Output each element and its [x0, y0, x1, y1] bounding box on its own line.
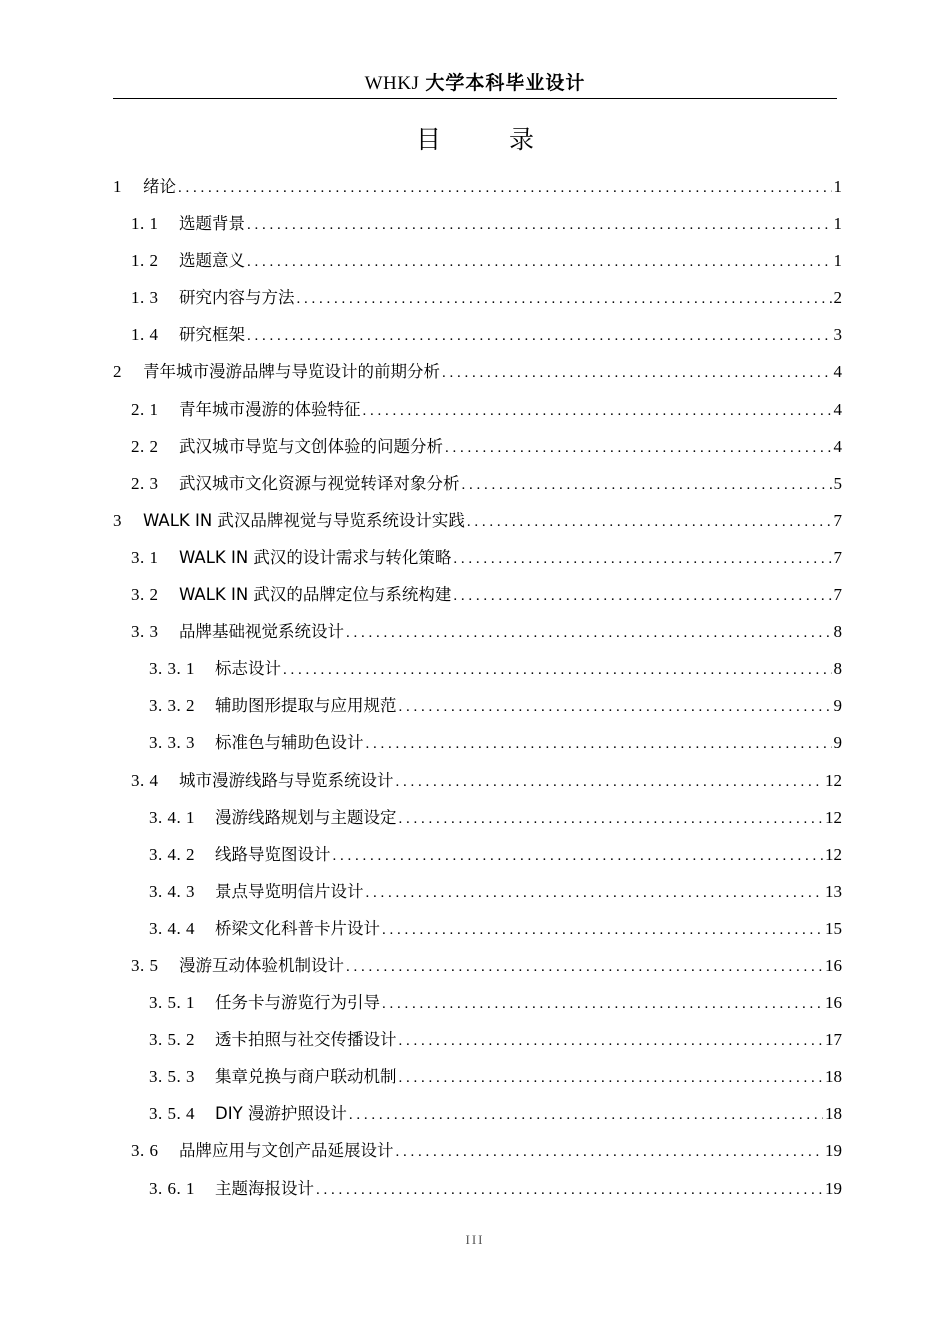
dot-leader [297, 285, 832, 313]
toc-entry-number: 1. 1 [131, 214, 159, 234]
toc-entry-title: 桥梁文化科普卡片设计 [215, 918, 380, 938]
toc-entry[interactable] [113, 915, 842, 952]
toc-entry-page: 2 [833, 288, 842, 308]
toc-entry-page: 12 [825, 770, 842, 790]
dot-leader [346, 619, 832, 647]
toc-entry[interactable] [113, 804, 842, 841]
toc-entry-number: 3. 4. 1 [149, 807, 195, 827]
toc-entry[interactable] [113, 1137, 842, 1174]
dot-leader [396, 768, 824, 796]
toc-entry[interactable] [113, 878, 842, 915]
toc-entry[interactable] [113, 173, 842, 210]
toc-entry-page: 7 [833, 510, 842, 530]
toc-entry[interactable] [113, 1063, 842, 1100]
header-latin: WHKJ [364, 73, 420, 94]
toc-entry-title: 城市漫游线路与导览系统设计 [179, 770, 394, 790]
dot-leader [399, 693, 832, 721]
toc-entry-title: 漫游互动体验机制设计 [179, 955, 344, 975]
toc-entry[interactable] [113, 358, 842, 395]
toc-entry-number: 3. 1 [131, 547, 159, 567]
dot-leader [178, 174, 832, 202]
toc-entry-page: 4 [833, 362, 842, 382]
toc-entry-title: 标志设计 [215, 659, 281, 679]
toc-entry[interactable] [113, 952, 842, 989]
toc-entry-page: 9 [833, 696, 842, 716]
toc-entry-number: 2. 1 [131, 399, 159, 419]
toc-entry-page: 1 [833, 251, 842, 271]
dot-leader [442, 359, 832, 387]
dot-leader [396, 1138, 824, 1166]
toc-entry-number: 3. 4 [131, 770, 159, 790]
toc-entry-title: 主题海报设计 [215, 1178, 314, 1198]
toc-entry-page: 13 [825, 881, 842, 901]
page-number: III [465, 1232, 485, 1247]
toc-entry-page: 9 [833, 733, 842, 753]
toc-entry-title: 标准色与辅助色设计 [215, 733, 364, 753]
toc-entry-page: 8 [833, 659, 842, 679]
toc-entry-number: 3. 5. 1 [149, 993, 195, 1013]
dot-leader [316, 1176, 823, 1204]
toc-entry[interactable] [113, 433, 842, 470]
toc-entry-page: 17 [825, 1030, 842, 1050]
dot-leader [366, 879, 824, 907]
toc-entry-title: 绪论 [143, 177, 176, 196]
toc-entry-title: WALK IN 武汉品牌视觉与导览系统设计实践 [143, 510, 465, 530]
toc-entry-page: 16 [825, 955, 842, 975]
table-of-contents [113, 173, 842, 1212]
toc-entry-page: 19 [825, 1178, 842, 1198]
toc-entry-number: 2. 2 [131, 436, 159, 456]
dot-leader [247, 248, 832, 276]
toc-entry-number: 3. 6 [131, 1141, 159, 1161]
toc-entry-page: 7 [833, 585, 842, 605]
toc-entry-title: WALK IN 武汉的品牌定位与系统构建 [179, 585, 452, 605]
dot-leader [462, 471, 832, 499]
dot-leader [247, 211, 832, 239]
dot-leader [382, 990, 823, 1018]
toc-entry[interactable] [113, 470, 842, 507]
dot-leader [346, 953, 823, 981]
dot-leader [445, 434, 832, 462]
toc-entry-title: 集章兑换与商户联动机制 [215, 1067, 397, 1087]
toc-entry-page: 4 [833, 436, 842, 456]
toc-entry[interactable] [113, 692, 842, 729]
dot-leader [399, 1027, 824, 1055]
toc-entry-number: 3. 5. 3 [149, 1067, 195, 1087]
toc-entry-page: 15 [825, 918, 842, 938]
toc-entry[interactable] [113, 247, 842, 284]
toc-entry-title: 选题意义 [179, 251, 245, 271]
toc-entry[interactable] [113, 989, 842, 1026]
toc-entry-title: 武汉城市导览与文创体验的问题分析 [179, 436, 443, 456]
toc-entry-number: 3. 5. 2 [149, 1030, 195, 1050]
toc-entry-title: 武汉城市文化资源与视觉转译对象分析 [179, 473, 460, 493]
toc-entry-number: 1. 4 [131, 325, 159, 345]
toc-entry[interactable] [113, 1175, 842, 1212]
running-header [113, 71, 837, 98]
toc-entry-number: 1. 2 [131, 251, 159, 271]
dot-leader [283, 656, 832, 684]
toc-entry-number: 2. 3 [131, 473, 159, 493]
toc-entry-number: 3. 3. 3 [149, 733, 195, 753]
dot-leader [333, 842, 824, 870]
header-title: 大学本科毕业设计 [425, 72, 586, 94]
toc-entry-page: 12 [825, 844, 842, 864]
toc-entry[interactable] [113, 841, 842, 878]
toc-entry[interactable] [113, 767, 842, 804]
toc-entry-page: 4 [833, 399, 842, 419]
toc-entry-number: 3. 3. 2 [149, 696, 195, 716]
dot-leader [363, 397, 832, 425]
toc-entry-page: 18 [825, 1104, 842, 1124]
dot-leader [453, 545, 831, 573]
toc-entry-page: 3 [833, 325, 842, 345]
toc-entry[interactable] [113, 321, 842, 358]
toc-entry-title: 漫游线路规划与主题设定 [215, 807, 397, 827]
toc-entry[interactable] [113, 544, 842, 581]
toc-entry-title: DIY 漫游护照设计 [215, 1104, 347, 1124]
toc-entry-title: 品牌基础视觉系统设计 [179, 622, 344, 642]
toc-entry-number: 3 [113, 510, 122, 530]
dot-leader [453, 582, 831, 610]
toc-entry-number: 3. 3. 1 [149, 659, 195, 679]
toc-entry-number: 3. 5 [131, 955, 159, 975]
toc-entry-page: 16 [825, 993, 842, 1013]
toc-entry[interactable] [113, 1026, 842, 1063]
toc-entry[interactable] [113, 396, 842, 433]
dot-leader [399, 805, 824, 833]
toc-entry[interactable] [113, 284, 842, 321]
toc-entry[interactable] [113, 729, 842, 766]
toc-entry[interactable] [113, 210, 842, 247]
toc-entry-page: 1 [833, 214, 842, 234]
dot-leader [382, 916, 823, 944]
toc-entry-number: 1 [113, 177, 122, 196]
toc-entry-title: 线路导览图设计 [215, 844, 331, 864]
toc-entry-number: 2 [113, 362, 122, 382]
toc-entry-page: 7 [833, 547, 842, 567]
toc-entry-title: 品牌应用与文创产品延展设计 [179, 1141, 394, 1161]
toc-entry-number: 3. 4. 4 [149, 918, 195, 938]
dot-leader [349, 1101, 823, 1129]
toc-entry[interactable] [113, 507, 842, 544]
toc-entry[interactable] [113, 618, 842, 655]
toc-entry-title: 景点导览明信片设计 [215, 881, 364, 901]
toc-entry-number: 3. 3 [131, 622, 159, 642]
dot-leader [247, 322, 832, 350]
header-rule [113, 98, 837, 99]
toc-entry-number: 1. 3 [131, 288, 159, 308]
dot-leader [366, 730, 832, 758]
toc-entry-page: 18 [825, 1067, 842, 1087]
toc-entry-number: 3. 5. 4 [149, 1104, 195, 1124]
toc-entry-title: 透卡拍照与社交传播设计 [215, 1030, 397, 1050]
toc-entry[interactable] [113, 581, 842, 618]
toc-entry-page: 1 [833, 177, 842, 196]
toc-entry[interactable] [113, 655, 842, 692]
toc-entry-number: 3. 2 [131, 585, 159, 605]
toc-entry-title: 青年城市漫游品牌与导览设计的前期分析 [143, 362, 440, 382]
toc-entry-title: WALK IN 武汉的设计需求与转化策略 [179, 547, 452, 567]
toc-entry[interactable] [113, 1100, 842, 1137]
toc-entry-title: 任务卡与游览行为引导 [215, 993, 380, 1013]
toc-entry-page: 19 [825, 1141, 842, 1161]
toc-entry-number: 3. 4. 2 [149, 844, 195, 864]
toc-entry-number: 3. 6. 1 [149, 1178, 195, 1198]
toc-entry-page: 8 [833, 622, 842, 642]
toc-entry-title: 青年城市漫游的体验特征 [179, 399, 361, 419]
dot-leader [467, 508, 832, 536]
toc-title: 目 录 [416, 125, 564, 154]
toc-entry-title: 研究框架 [179, 325, 245, 345]
toc-entry-title: 研究内容与方法 [179, 288, 295, 308]
toc-entry-page: 12 [825, 807, 842, 827]
toc-entry-number: 3. 4. 3 [149, 881, 195, 901]
toc-entry-page: 5 [833, 473, 842, 493]
dot-leader [399, 1064, 824, 1092]
toc-entry-title: 选题背景 [179, 214, 245, 234]
toc-entry-title: 辅助图形提取与应用规范 [215, 696, 397, 716]
